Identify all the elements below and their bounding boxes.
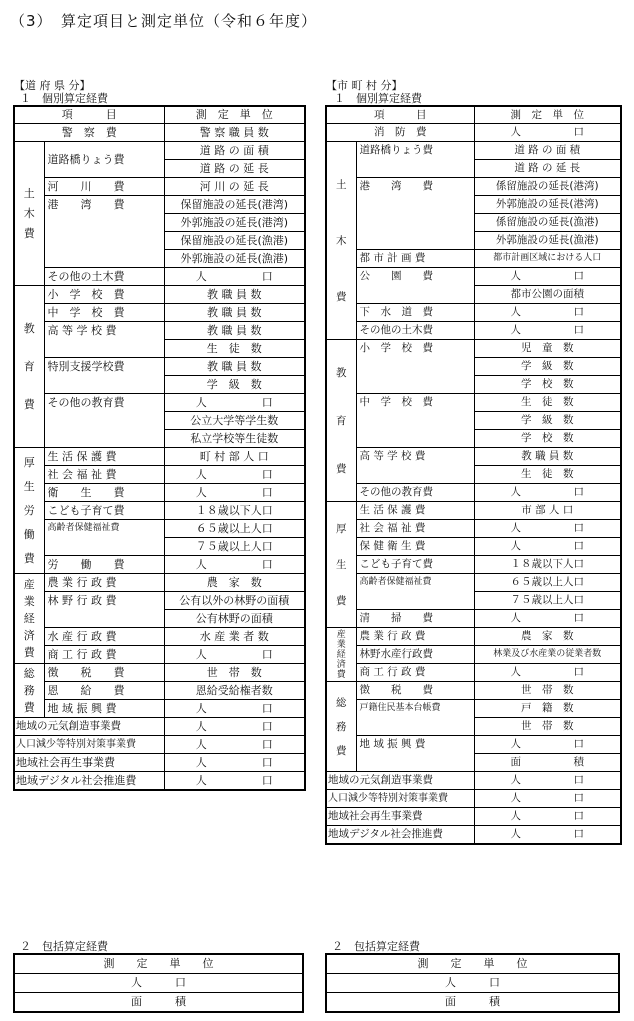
muni-item: 戸籍住民基本台帳費	[356, 700, 474, 736]
pref-hoka-row: 人 口	[14, 974, 303, 993]
muni-header-unit: 測 定 単 位	[474, 106, 621, 124]
pref-sub2-label: ２ 包括算定経費	[20, 940, 108, 953]
muni-item: 生 活 保 護 費	[356, 502, 474, 520]
muni-unit: 人 口	[474, 124, 621, 142]
muni-cat-doboku: 土木費	[326, 142, 356, 340]
page-title: （3） 算定項目と測定単位（令和６年度）	[10, 12, 318, 30]
pref-cat-kyoiku: 教育費	[14, 286, 44, 448]
muni-unit: 人 口	[474, 484, 621, 502]
muni-item: 下 水 道 費	[356, 304, 474, 322]
muni-unit: 人 口	[474, 772, 621, 790]
muni-item: 農 業 行 政 費	[356, 628, 474, 646]
muni-item: 小 学 校 費	[356, 340, 474, 394]
pref-unit: 公立大学等学生数	[164, 412, 305, 430]
pref-unit: 農 家 数	[164, 574, 305, 592]
pref-item: 警 察 費	[14, 124, 164, 142]
muni-unit: 人 口	[474, 538, 621, 556]
pref-item: 生 活 保 護 費	[44, 448, 164, 466]
muni-item: その他の教育費	[356, 484, 474, 502]
pref-unit: 学 級 数	[164, 376, 305, 394]
muni-unit: 面 積	[474, 754, 621, 772]
muni-unit: ６５歳以上人口	[474, 574, 621, 592]
muni-unit: 児 童 数	[474, 340, 621, 358]
pref-item: 農 業 行 政 費	[44, 574, 164, 592]
pref-unit: 公有林野の面積	[164, 610, 305, 628]
pref-unit: 町 村 部 人 口	[164, 448, 305, 466]
pref-item: 小 学 校 費	[44, 286, 164, 304]
pref-unit: ６５歳以上人口	[164, 520, 305, 538]
pref-item: 地域社会再生事業費	[14, 754, 164, 772]
pref-unit: 世 帯 数	[164, 664, 305, 682]
pref-cat-sangyo: 産業経済費	[14, 574, 44, 664]
pref-item: 人口減少等特別対策事業費	[14, 736, 164, 754]
pref-unit: 生 徒 数	[164, 340, 305, 358]
muni-item: 商 工 行 政 費	[356, 664, 474, 682]
muni-unit: 人 口	[474, 268, 621, 286]
pref-item: 地 域 振 興 費	[44, 700, 164, 718]
pref-unit: １８歳以下人口	[164, 502, 305, 520]
pref-header-item: 項 目	[14, 106, 164, 124]
muni-unit: 人 口	[474, 610, 621, 628]
pref-unit: 私立学校等生徒数	[164, 430, 305, 448]
pref-unit: 人 口	[164, 556, 305, 574]
muni-unit: 人 口	[474, 322, 621, 340]
pref-unit: 人 口	[164, 736, 305, 754]
pref-cat-doboku: 土木費	[14, 142, 44, 286]
muni-unit: 人 口	[474, 304, 621, 322]
muni-item: 人口減少等特別対策事業費	[326, 790, 474, 808]
pref-unit: 保留施設の延長(漁港)	[164, 232, 305, 250]
muni-unit: 道 路 の 延 長	[474, 160, 621, 178]
pref-unit: 保留施設の延長(港湾)	[164, 196, 305, 214]
muni-item: 徴 税 費	[356, 682, 474, 700]
muni-item: 保 健 衛 生 費	[356, 538, 474, 556]
muni-cat-kyoiku: 教育費	[326, 340, 356, 502]
muni-item: こども子育て費	[356, 556, 474, 574]
pref-hoka-row: 面 積	[14, 993, 303, 1013]
muni-unit: 学 校 数	[474, 376, 621, 394]
muni-unit: 道 路 の 面 積	[474, 142, 621, 160]
pref-unit: 人 口	[164, 466, 305, 484]
muni-unit: 世 帯 数	[474, 718, 621, 736]
muni-cat-kosei: 厚生費	[326, 502, 356, 628]
muni-item: 林野水産行政費	[356, 646, 474, 664]
muni-cat-sangyo: 産業経済費	[326, 628, 356, 682]
muni-item: 消 防 費	[326, 124, 474, 142]
pref-unit: 外郭施設の延長(港湾)	[164, 214, 305, 232]
pref-cat-kosei-rodo: 厚生労働費	[14, 448, 44, 574]
pref-item: 林 野 行 政 費	[44, 592, 164, 628]
muni-unit: 学 校 数	[474, 430, 621, 448]
muni-item: 地域社会再生事業費	[326, 808, 474, 826]
pref-unit: 人 口	[164, 718, 305, 736]
muni-unit: １８歳以下人口	[474, 556, 621, 574]
muni-unit: 人 口	[474, 790, 621, 808]
muni-table	[325, 105, 622, 845]
muni-unit: 人 口	[474, 520, 621, 538]
pref-item: 河 川 費	[44, 178, 164, 196]
muni-sub2-label: ２ 包括算定経費	[332, 940, 420, 953]
pref-item: 水 産 行 政 費	[44, 628, 164, 646]
muni-unit: 市 部 人 口	[474, 502, 621, 520]
pref-item: その他の教育費	[44, 394, 164, 448]
pref-unit: 教 職 員 数	[164, 286, 305, 304]
muni-unit: 人 口	[474, 826, 621, 845]
pref-item: こども子育て費	[44, 502, 164, 520]
pref-item: 高齢者保健福祉費	[44, 520, 164, 556]
pref-table	[13, 105, 306, 791]
pref-item: 社 会 福 祉 費	[44, 466, 164, 484]
pref-item: 道路橋りょう費	[44, 142, 164, 178]
pref-item: 徴 税 費	[44, 664, 164, 682]
pref-item: 中 学 校 費	[44, 304, 164, 322]
pref-unit: 人 口	[164, 700, 305, 718]
muni-item: 高 等 学 校 費	[356, 448, 474, 484]
muni-item: 清 掃 費	[356, 610, 474, 628]
pref-item: 商 工 行 政 費	[44, 646, 164, 664]
pref-item: 衛 生 費	[44, 484, 164, 502]
pref-item: 地域の元気創造事業費	[14, 718, 164, 736]
muni-item: 地域の元気創造事業費	[326, 772, 474, 790]
pref-unit: 人 口	[164, 484, 305, 502]
muni-item: 公 園 費	[356, 268, 474, 304]
pref-item: 労 働 費	[44, 556, 164, 574]
muni-unit: 戸 籍 数	[474, 700, 621, 718]
pref-unit: 人 口	[164, 268, 305, 286]
pref-header-unit: 測 定 単 位	[164, 106, 305, 124]
muni-unit: ７５歳以上人口	[474, 592, 621, 610]
muni-unit: 人 口	[474, 736, 621, 754]
muni-unit: 都市計画区域における人口	[474, 250, 621, 268]
pref-item: 恩 給 費	[44, 682, 164, 700]
pref-cat-somu: 総務費	[14, 664, 44, 718]
muni-unit: 世 帯 数	[474, 682, 621, 700]
pref-item: 港 湾 費	[44, 196, 164, 268]
pref-item: 高 等 学 校 費	[44, 322, 164, 358]
muni-item: 高齢者保健福祉費	[356, 574, 474, 610]
pref-item: その他の土木費	[44, 268, 164, 286]
muni-item: 道路橋りょう費	[356, 142, 474, 178]
muni-unit: 林業及び水産業の従業者数	[474, 646, 621, 664]
muni-unit: 都市公園の面積	[474, 286, 621, 304]
muni-hoka-row: 人 口	[326, 974, 619, 993]
muni-unit: 学 級 数	[474, 358, 621, 376]
muni-hoka-table	[325, 953, 620, 1013]
pref-unit: 道 路 の 延 長	[164, 160, 305, 178]
muni-unit: 係留施設の延長(漁港)	[474, 214, 621, 232]
muni-unit: 人 口	[474, 808, 621, 826]
muni-unit: 外郭施設の延長(港湾)	[474, 196, 621, 214]
muni-unit: 農 家 数	[474, 628, 621, 646]
pref-unit: 恩給受給権者数	[164, 682, 305, 700]
pref-unit: 水 産 業 者 数	[164, 628, 305, 646]
pref-unit: 道 路 の 面 積	[164, 142, 305, 160]
muni-sub1-label: １ 個別算定経費	[334, 92, 422, 105]
pref-unit: 外郭施設の延長(漁港)	[164, 250, 305, 268]
pref-item: 特別支援学校費	[44, 358, 164, 394]
muni-section-label: 【市 町 村 分】	[326, 79, 403, 92]
pref-unit: 人 口	[164, 394, 305, 412]
pref-unit: ７５歳以上人口	[164, 538, 305, 556]
muni-unit: 生 徒 数	[474, 394, 621, 412]
muni-unit: 学 級 数	[474, 412, 621, 430]
muni-item: 社 会 福 祉 費	[356, 520, 474, 538]
pref-unit: 河 川 の 延 長	[164, 178, 305, 196]
muni-unit: 人 口	[474, 664, 621, 682]
pref-unit: 人 口	[164, 754, 305, 772]
pref-unit: 教 職 員 数	[164, 358, 305, 376]
muni-hoka-row: 面 積	[326, 993, 619, 1013]
pref-unit: 警 察 職 員 数	[164, 124, 305, 142]
muni-unit: 外郭施設の延長(漁港)	[474, 232, 621, 250]
muni-unit: 教 職 員 数	[474, 448, 621, 466]
pref-hoka-table	[13, 953, 304, 1013]
pref-unit: 教 職 員 数	[164, 304, 305, 322]
muni-unit: 生 徒 数	[474, 466, 621, 484]
muni-item: その他の土木費	[356, 322, 474, 340]
pref-unit: 公有以外の林野の面積	[164, 592, 305, 610]
pref-sub1-label: １ 個別算定経費	[20, 92, 108, 105]
muni-header-item: 項 目	[326, 106, 474, 124]
muni-item: 都 市 計 画 費	[356, 250, 474, 268]
muni-unit: 係留施設の延長(港湾)	[474, 178, 621, 196]
pref-unit: 教 職 員 数	[164, 322, 305, 340]
muni-item: 地域デジタル社会推進費	[326, 826, 474, 845]
pref-section-label: 【道 府 県 分】	[14, 79, 91, 92]
muni-item: 地 域 振 興 費	[356, 736, 474, 772]
muni-item: 中 学 校 費	[356, 394, 474, 448]
pref-item: 地域デジタル社会推進費	[14, 772, 164, 791]
muni-item: 港 湾 費	[356, 178, 474, 250]
pref-hoka-header: 測 定 単 位	[14, 954, 303, 974]
muni-cat-somu: 総務費	[326, 682, 356, 772]
muni-hoka-header: 測 定 単 位	[326, 954, 619, 974]
pref-unit: 人 口	[164, 772, 305, 791]
pref-unit: 人 口	[164, 646, 305, 664]
